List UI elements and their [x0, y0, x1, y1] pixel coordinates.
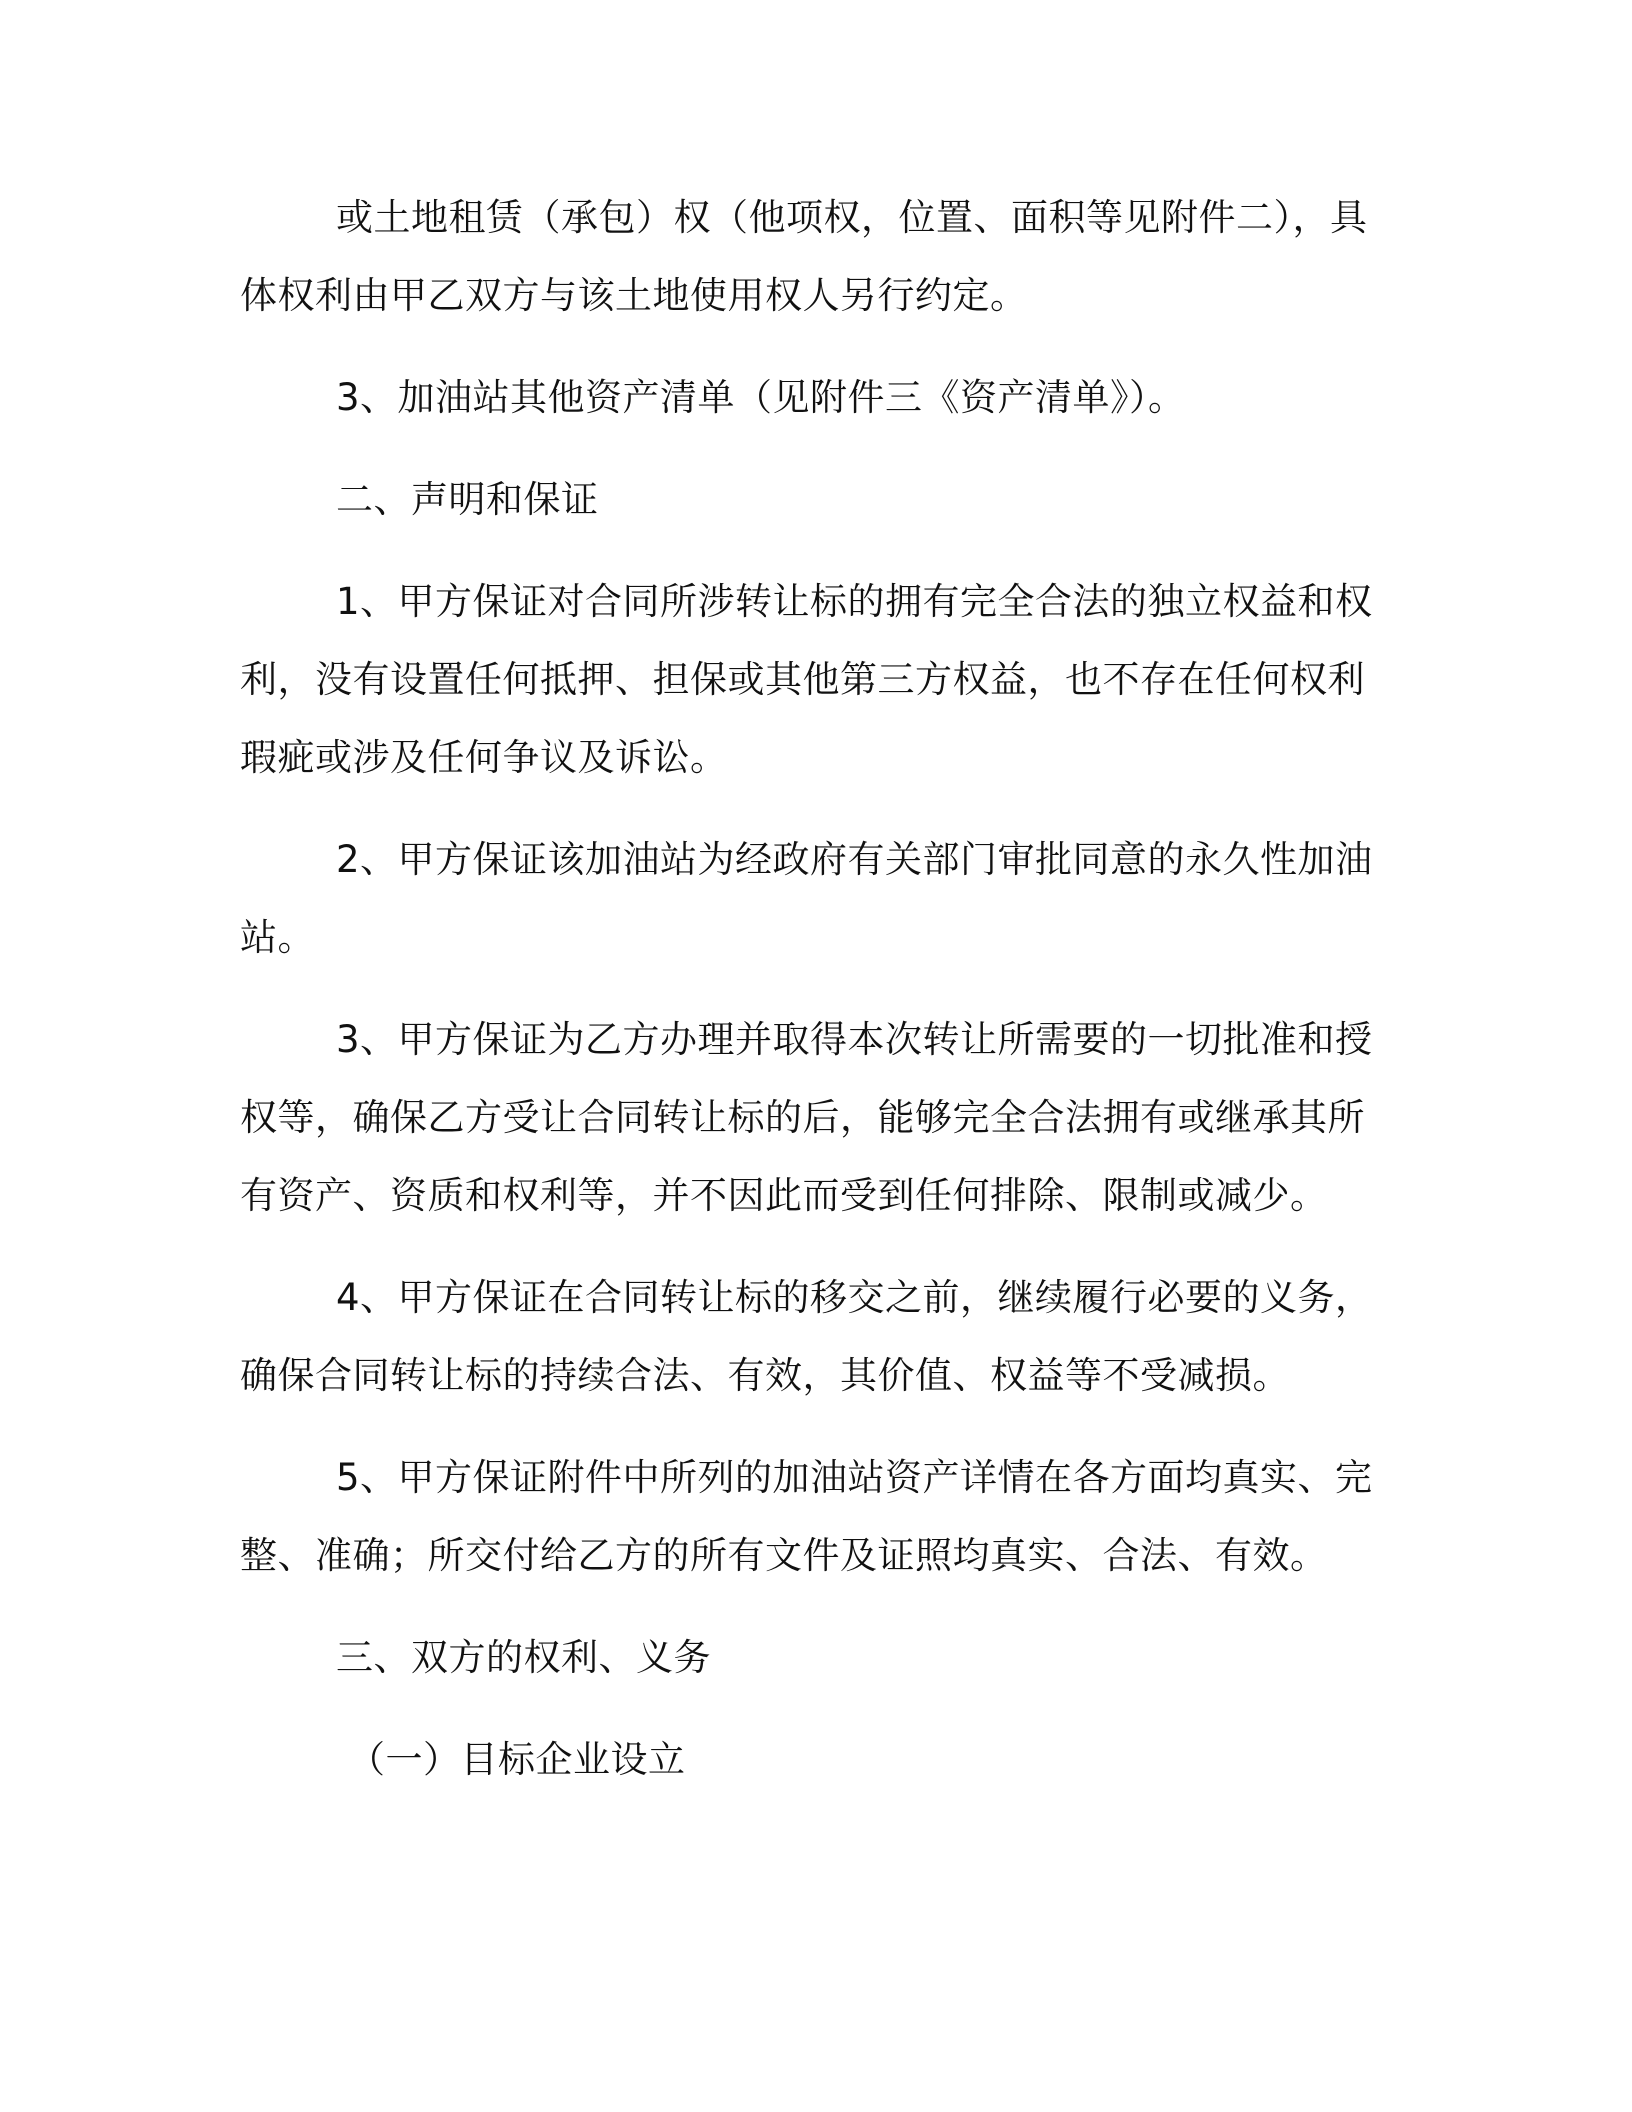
- clause-2-line-1: 2、甲方保证该加油站为经政府有关部门审批同意的永久性加油: [336, 838, 1373, 881]
- clause-3-line-3: 有资产、资质和权利等，并不因此而受到任何排除、限制或减少。: [240, 1174, 1328, 1217]
- section-heading-declarations: 二、声明和保证: [336, 478, 599, 521]
- text-line-land-rights: 体权利由甲乙双方与该土地使用权人另行约定。: [240, 274, 1028, 317]
- section-heading-rights-obligations: 三、双方的权利、义务: [336, 1636, 711, 1679]
- clause-4-line-2: 确保合同转让标的持续合法、有效，其价值、权益等不受减损。: [240, 1354, 1290, 1397]
- subsection-heading-target-enterprise: （一）目标企业设立: [348, 1738, 686, 1781]
- clause-5-line-1: 5、甲方保证附件中所列的加油站资产详情在各方面均真实、完: [336, 1456, 1373, 1499]
- clause-4-line-1: 4、甲方保证在合同转让标的移交之前，继续履行必要的义务，: [336, 1276, 1373, 1319]
- text-line-land-lease: 或土地租赁（承包）权（他项权，位置、面积等见附件二），具: [336, 196, 1368, 239]
- clause-3-line-2: 权等，确保乙方受让合同转让标的后，能够完全合法拥有或继承其所: [240, 1096, 1365, 1139]
- clause-1-line-1: 1、甲方保证对合同所涉转让标的拥有完全合法的独立权益和权: [336, 580, 1373, 623]
- clause-1-line-2: 利，没有设置任何抵押、担保或其他第三方权益，也不存在任何权利: [240, 658, 1365, 701]
- clause-3-line-1: 3、甲方保证为乙方办理并取得本次转让所需要的一切批准和授: [336, 1018, 1373, 1061]
- clause-2-line-2: 站。: [240, 916, 315, 959]
- clause-5-line-2: 整、准确；所交付给乙方的所有文件及证照均真实、合法、有效。: [240, 1534, 1328, 1577]
- text-line-asset-list: 3、加油站其他资产清单（见附件三《资产清单》）。: [336, 376, 1186, 419]
- clause-1-line-3: 瑕疵或涉及任何争议及诉讼。: [240, 736, 728, 779]
